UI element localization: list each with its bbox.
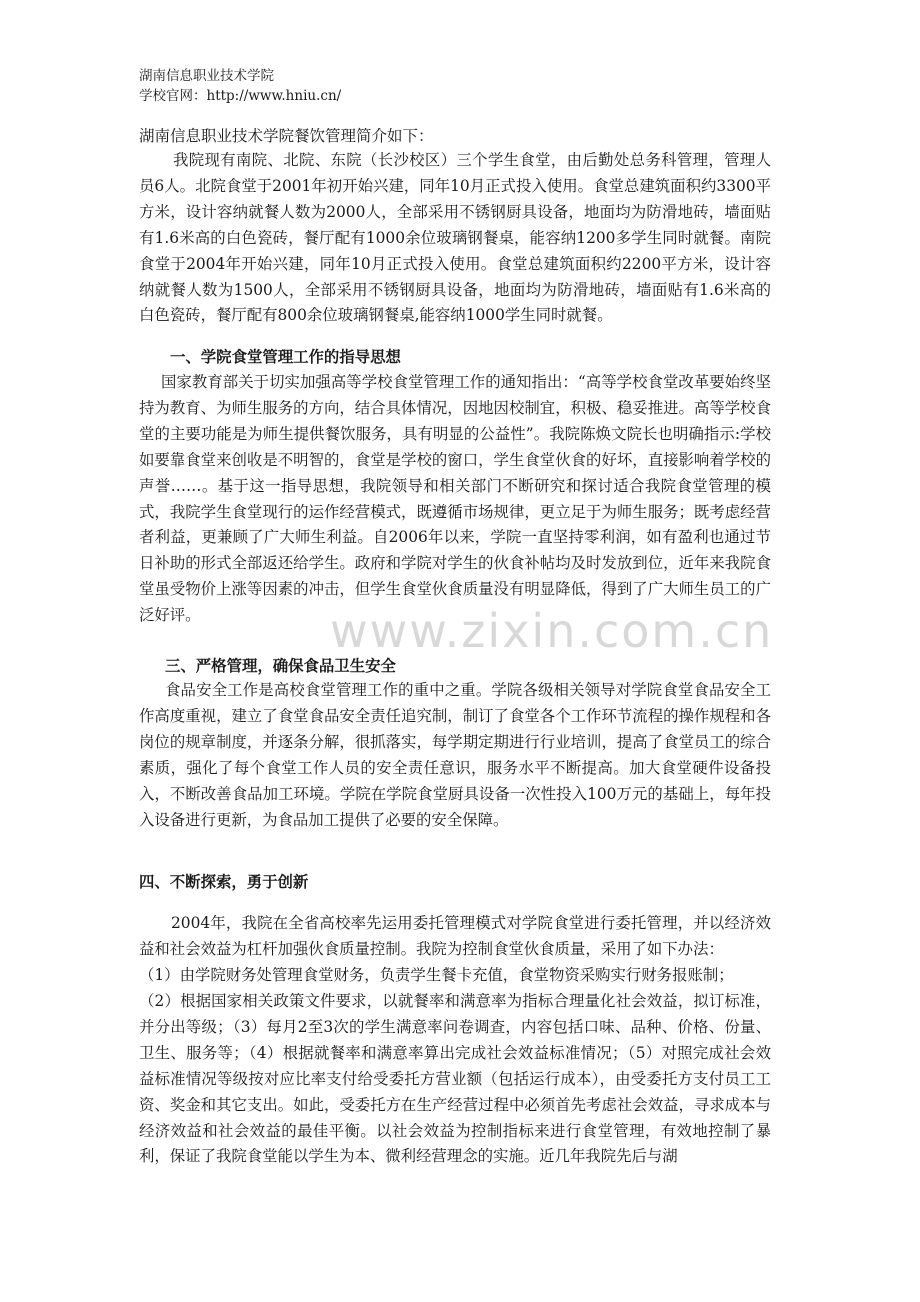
document-header [139,66,341,106]
section3-body: 食品安全工作是高校食堂管理工作的重中之重。学院各级相关领导对学院食堂食品安全工作高度重视，建立了食堂食品安全责任追究制，制订了食堂各个工作环节流程的操作规程和各岗位的规章制度，并逐条分解，很抓落实，每学期定期进行行业培训，提高了食堂员工的综合素质，强化了每个食堂工作人员的安全责任意识，服务水平不断提高。加大食堂硬件设备投入，不断改善食品加工环境。学院在学院食堂厨具设备一次性投入100万元的基础上，每年投入设备进行更新，为食品加工提供了必要的安全保障。 [139,681,771,829]
document-title: 湖南信息职业技术学院餐饮管理简介如下： [139,127,434,145]
section1-heading: 一、学院食堂管理工作的指导思想 [170,348,401,366]
section3-heading: 三、严格管理，确保食品卫生安全 [165,657,396,675]
school-website: 学校官网：http://www.hniu.cn/ [139,88,342,104]
intro-paragraph: 我院现有南院、北院、东院（长沙校区）三个学生食堂，由后勤处总务科管理，管理人员6人。北院食堂于2001年初开始兴建，同年10月正式投入使用。食堂总建筑面积约3300平方米，设计容纳就餐人数为2000人，全部采用不锈钢厨具设备，地面均为防滑地砖，墙面贴有1.6米高的白色瓷砖，餐厅配有1000余位玻璃钢餐桌，能容纳1200多学生同时就餐。南院食堂于2004年开始兴建，同年10月正式投入使用。食堂总建筑面积约2200平方米，设计容纳就餐人数为1500人，全部采用不锈钢厨具设备，地面均为防滑地砖，墙面贴有1.6米高的白色瓷砖，餐厅配有800余位玻璃钢餐桌,能容纳1000学生同时就餐。 [139,151,771,325]
section4-item1: （1）由学院财务处管理食堂财务，负责学生餐卡充值，食堂物资采购实行财务报账制； [139,966,734,984]
section4-heading: 四、不断探索，勇于创新 [139,873,309,891]
watermark: www.zixin.com.cn [330,604,774,658]
section1-body: 国家教育部关于切实加强高等学校食堂管理工作的通知指出：“高等学校食堂改革要始终坚持为教育、为师生服务的方向，结合具体情况，因地因校制宜，积极、稳妥推进。高等学校食堂的主要功能是为师生提供餐饮服务，具有明显的公益性”。我院陈焕文院长也明确指示:学校如要靠食堂来创收是不明智的，食堂是学校的窗口，学生食堂伙食的好坏，直接影响着学校的声誉……。基于这一指导思想，我院领导和相关部门不断研究和探讨适合我院食堂管理的模式，我院学生食堂现行的运作经营模式，既遵循市场规律，更立足于为师生服务；既考虑经营者利益，更兼顾了广大师生利益。自2006年以来，学院一直坚持零利润，如有盈利也通过节日补助的形式全部返还给学生。政府和学院对学生的伙食补帖均及时发放到位，近年来我院食堂虽受物价上涨等因素的冲击，但学生食堂伙食质量没有明显降低，得到了广大师生员工的广泛好评。 [139,373,771,625]
section4-intro: 2004年，我院在全省高校率先运用委托管理模式对学院食堂进行委托管理，并以经济效益和社会效益为杠杆加强伙食质量控制。我院为控制食堂伙食质量，采用了如下办法： [139,914,771,958]
school-name: 湖南信息职业技术学院 [139,68,274,84]
section4-body: （2）根据国家相关政策文件要求，以就餐率和满意率为指标合理量化社会效益，拟订标准，并分出等级；（3）每月2至3次的学生满意率问卷调查，内容包括口味、品种、价格、份量、卫生、服务等；（4）根据就餐率和满意率算出完成社会效益标准情况；（5）对照完成社会效益标准情况等级按对应比率支付给受委托方营业额（包括运行成本），由受委托方支付员工工资、奖金和其它支出。如此，受委托方在生产经营过程中必须首先考虑社会效益，寻求成本与经济效益和社会效益的最佳平衡。以社会效益为控制指标来进行食堂管理，有效地控制了暴利，保证了我院食堂能以学生为本、微利经营理念的实施。近几年我院先后与湖 [139,992,771,1166]
